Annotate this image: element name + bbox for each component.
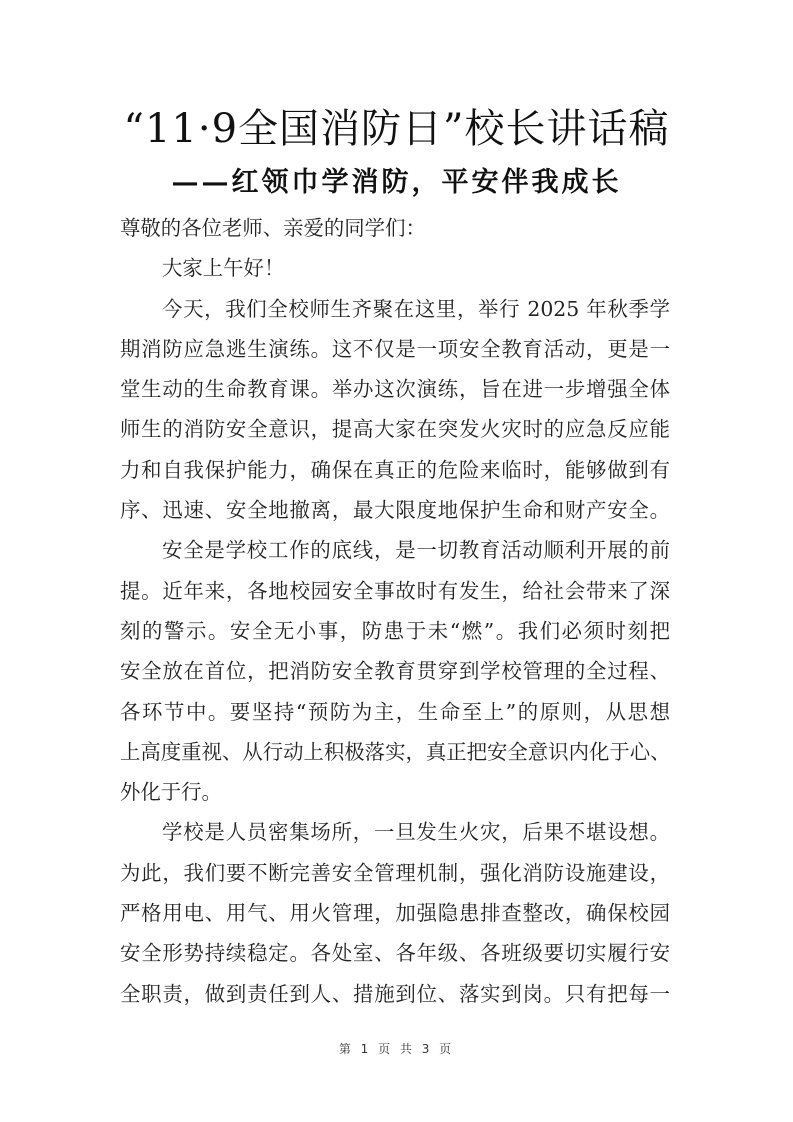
document-subtitle: ——红领巾学消防，平安伴我成长	[171, 167, 622, 198]
text-line: 提。近年来，各地校园安全事故时有发生，给社会带来了深	[120, 578, 670, 603]
text-line: 安全是学校工作的底线，是一切教育活动顺利开展的前	[162, 538, 670, 563]
text-line: 上高度重视、从行动上积极落实，真正把安全意识内化于心、	[120, 739, 671, 764]
text-line: 刻的警示。安全无小事，防患于未“燃”。我们必须时刻把	[120, 618, 670, 643]
document-title: “11·9全国消防日”校长讲话稿	[123, 106, 670, 152]
text-line: 力和自我保护能力，确保在真正的危险来临时，能够做到有	[120, 457, 670, 482]
text-line: 序、迅速、安全地撤离，最大限度地保护生命和财产安全。	[120, 498, 670, 523]
text-line: 各环节中。要坚持“预防为主，生命至上”的原则，从思想	[120, 699, 670, 724]
page-number: 第 1 页 共 3 页	[338, 1042, 455, 1056]
text-line: 大家上午好！	[162, 256, 285, 281]
text-line: 为此，我们要不断完善安全管理机制，强化消防设施建设，	[120, 860, 670, 885]
text-line: 尊敬的各位老师、亲爱的同学们：	[120, 216, 426, 240]
text-line: 堂生动的生命教育课。举办这次演练，旨在进一步增强全体	[120, 377, 670, 402]
text-line: 安全形势持续稳定。各处室、各年级、各班级要切实履行安	[120, 941, 670, 966]
text-line: 今天，我们全校师生齐聚在这里，举行 2025 年秋季学	[162, 296, 670, 321]
text-line: 期消防应急逃生演练。这不仅是一项安全教育活动，更是一	[120, 336, 670, 361]
document-body	[120, 208, 670, 1014]
text-line: 学校是人员密集场所，一旦发生火灾，后果不堪设想。	[162, 820, 670, 845]
text-line: 严格用电、用气、用火管理，加强隐患排查整改，确保校园	[120, 901, 670, 926]
text-line: 安全放在首位，把消防安全教育贯穿到学校管理的全过程、	[120, 659, 670, 684]
text-line: 师生的消防安全意识，提高大家在突发火灾时的应急反应能	[120, 417, 670, 442]
text-line: 全职责，做到责任到人、措施到位、落实到岗。只有把每一	[120, 981, 670, 1006]
text-line: 外化于行。	[120, 780, 222, 805]
